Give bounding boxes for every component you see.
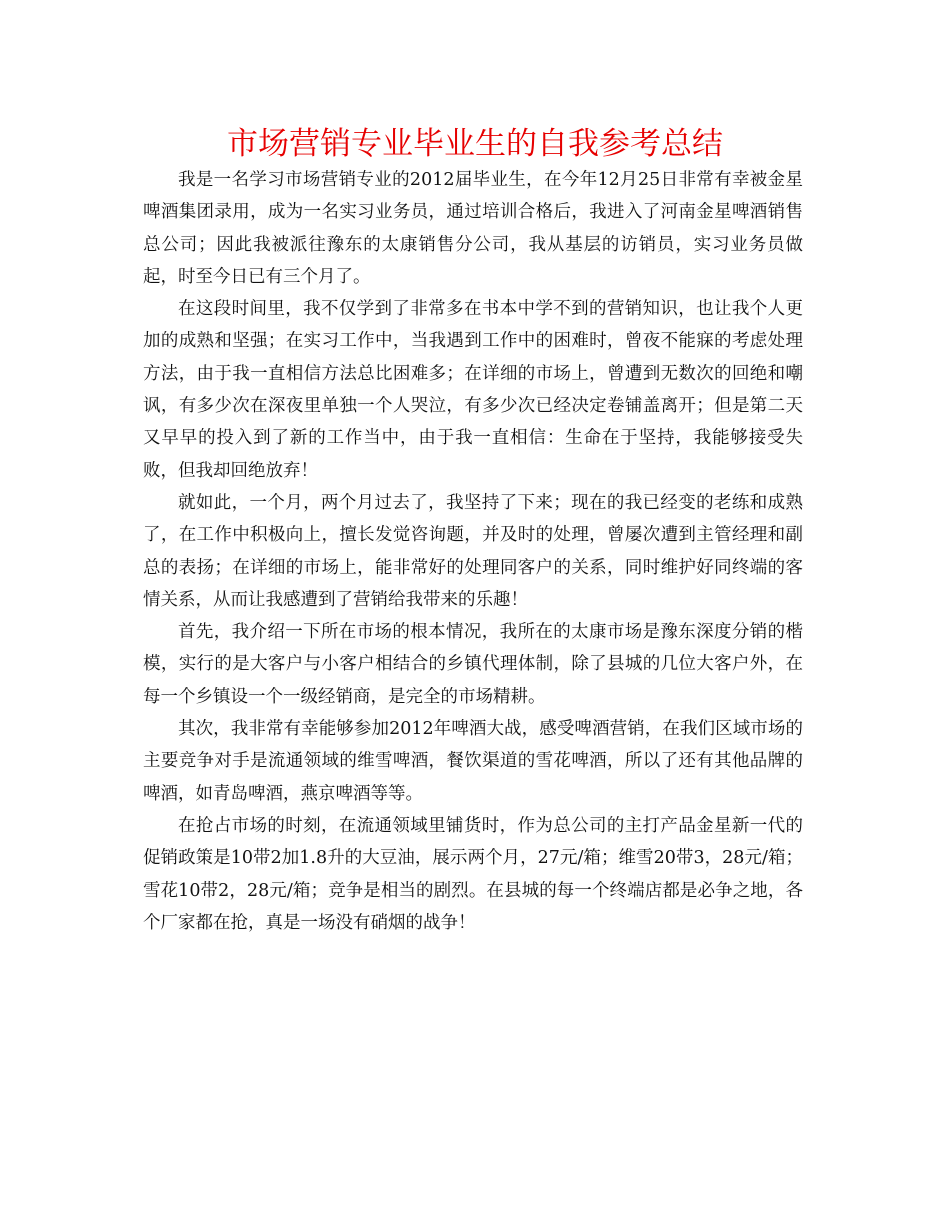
paragraph-1: 我是一名学习市场营销专业的2012届毕业生，在今年12月25日非常有幸被金星啤酒集团录用，成为一名实习业务员，通过培训合格后，我进入了河南金星啤酒销售总公司；因此我被派往豫东的太康销售分公司，我从基层的访销员，实习业务员做起，时至今日已有三个月了。: [143, 170, 803, 287]
paragraph-4: 首先，我介绍一下所在市场的根本情况，我所在的太康市场是豫东深度分销的楷模，实行的是大客户与小客户相结合的乡镇代理体制，除了县城的几位大客户外，在每一个乡镇设一个一级经销商，是完全的市场精耕。: [143, 622, 803, 707]
paragraph-3: 就如此，一个月，两个月过去了，我坚持了下来；现在的我已经变的老练和成熟了，在工作中积极向上，擅长发觉咨询题，并及时的处理，曾屡次遭到主管经理和副总的表扬；在详细的市场上，能非常好的处理同客户的关系，同时维护好同终端的客情关系，从而让我感遭到了营销给我带来的乐趣！: [143, 492, 803, 610]
paragraph-5: 其次，我非常有幸能够参加2012年啤酒大战，感受啤酒营销，在我们区域市场的主要竞争对手是流通领域的维雪啤酒，餐饮渠道的雪花啤酒，所以了还有其他品牌的啤酒，如青岛啤酒，燕京啤酒等等。: [143, 719, 803, 804]
document-title: 市场营销专业毕业生的自我参考总结: [227, 126, 723, 162]
paragraph-6: 在抢占市场的时刻，在流通领域里铺货时，作为总公司的主打产品金星新一代的促销政策是10带2加1.8升的大豆油，展示两个月，27元/箱；维雪20带3，28元/箱；雪花10带2，28元/箱；竞争是相当的剧烈。在县城的每一个终端店都是必争之地，各个厂家都在抢，真是一场没有硝烟的战争！: [143, 815, 803, 933]
document-body: [143, 164, 803, 939]
paragraph-2: 在这段时间里，我不仅学到了非常多在书本中学不到的营销知识，也让我个人更加的成熟和坚强；在实习工作中，当我遇到工作中的困难时，曾夜不能寐的考虑处理方法，由于我一直相信方法总比困难多；在详细的市场上，曾遭到无数次的回绝和嘲讽，有多少次在深夜里单独一个人哭泣，有多少次已经决定卷铺盖离开；但是第二天又早早的投入到了新的工作当中，由于我一直相信：生命在于坚持，我能够接受失败，但我却回绝放弃！: [143, 299, 803, 481]
